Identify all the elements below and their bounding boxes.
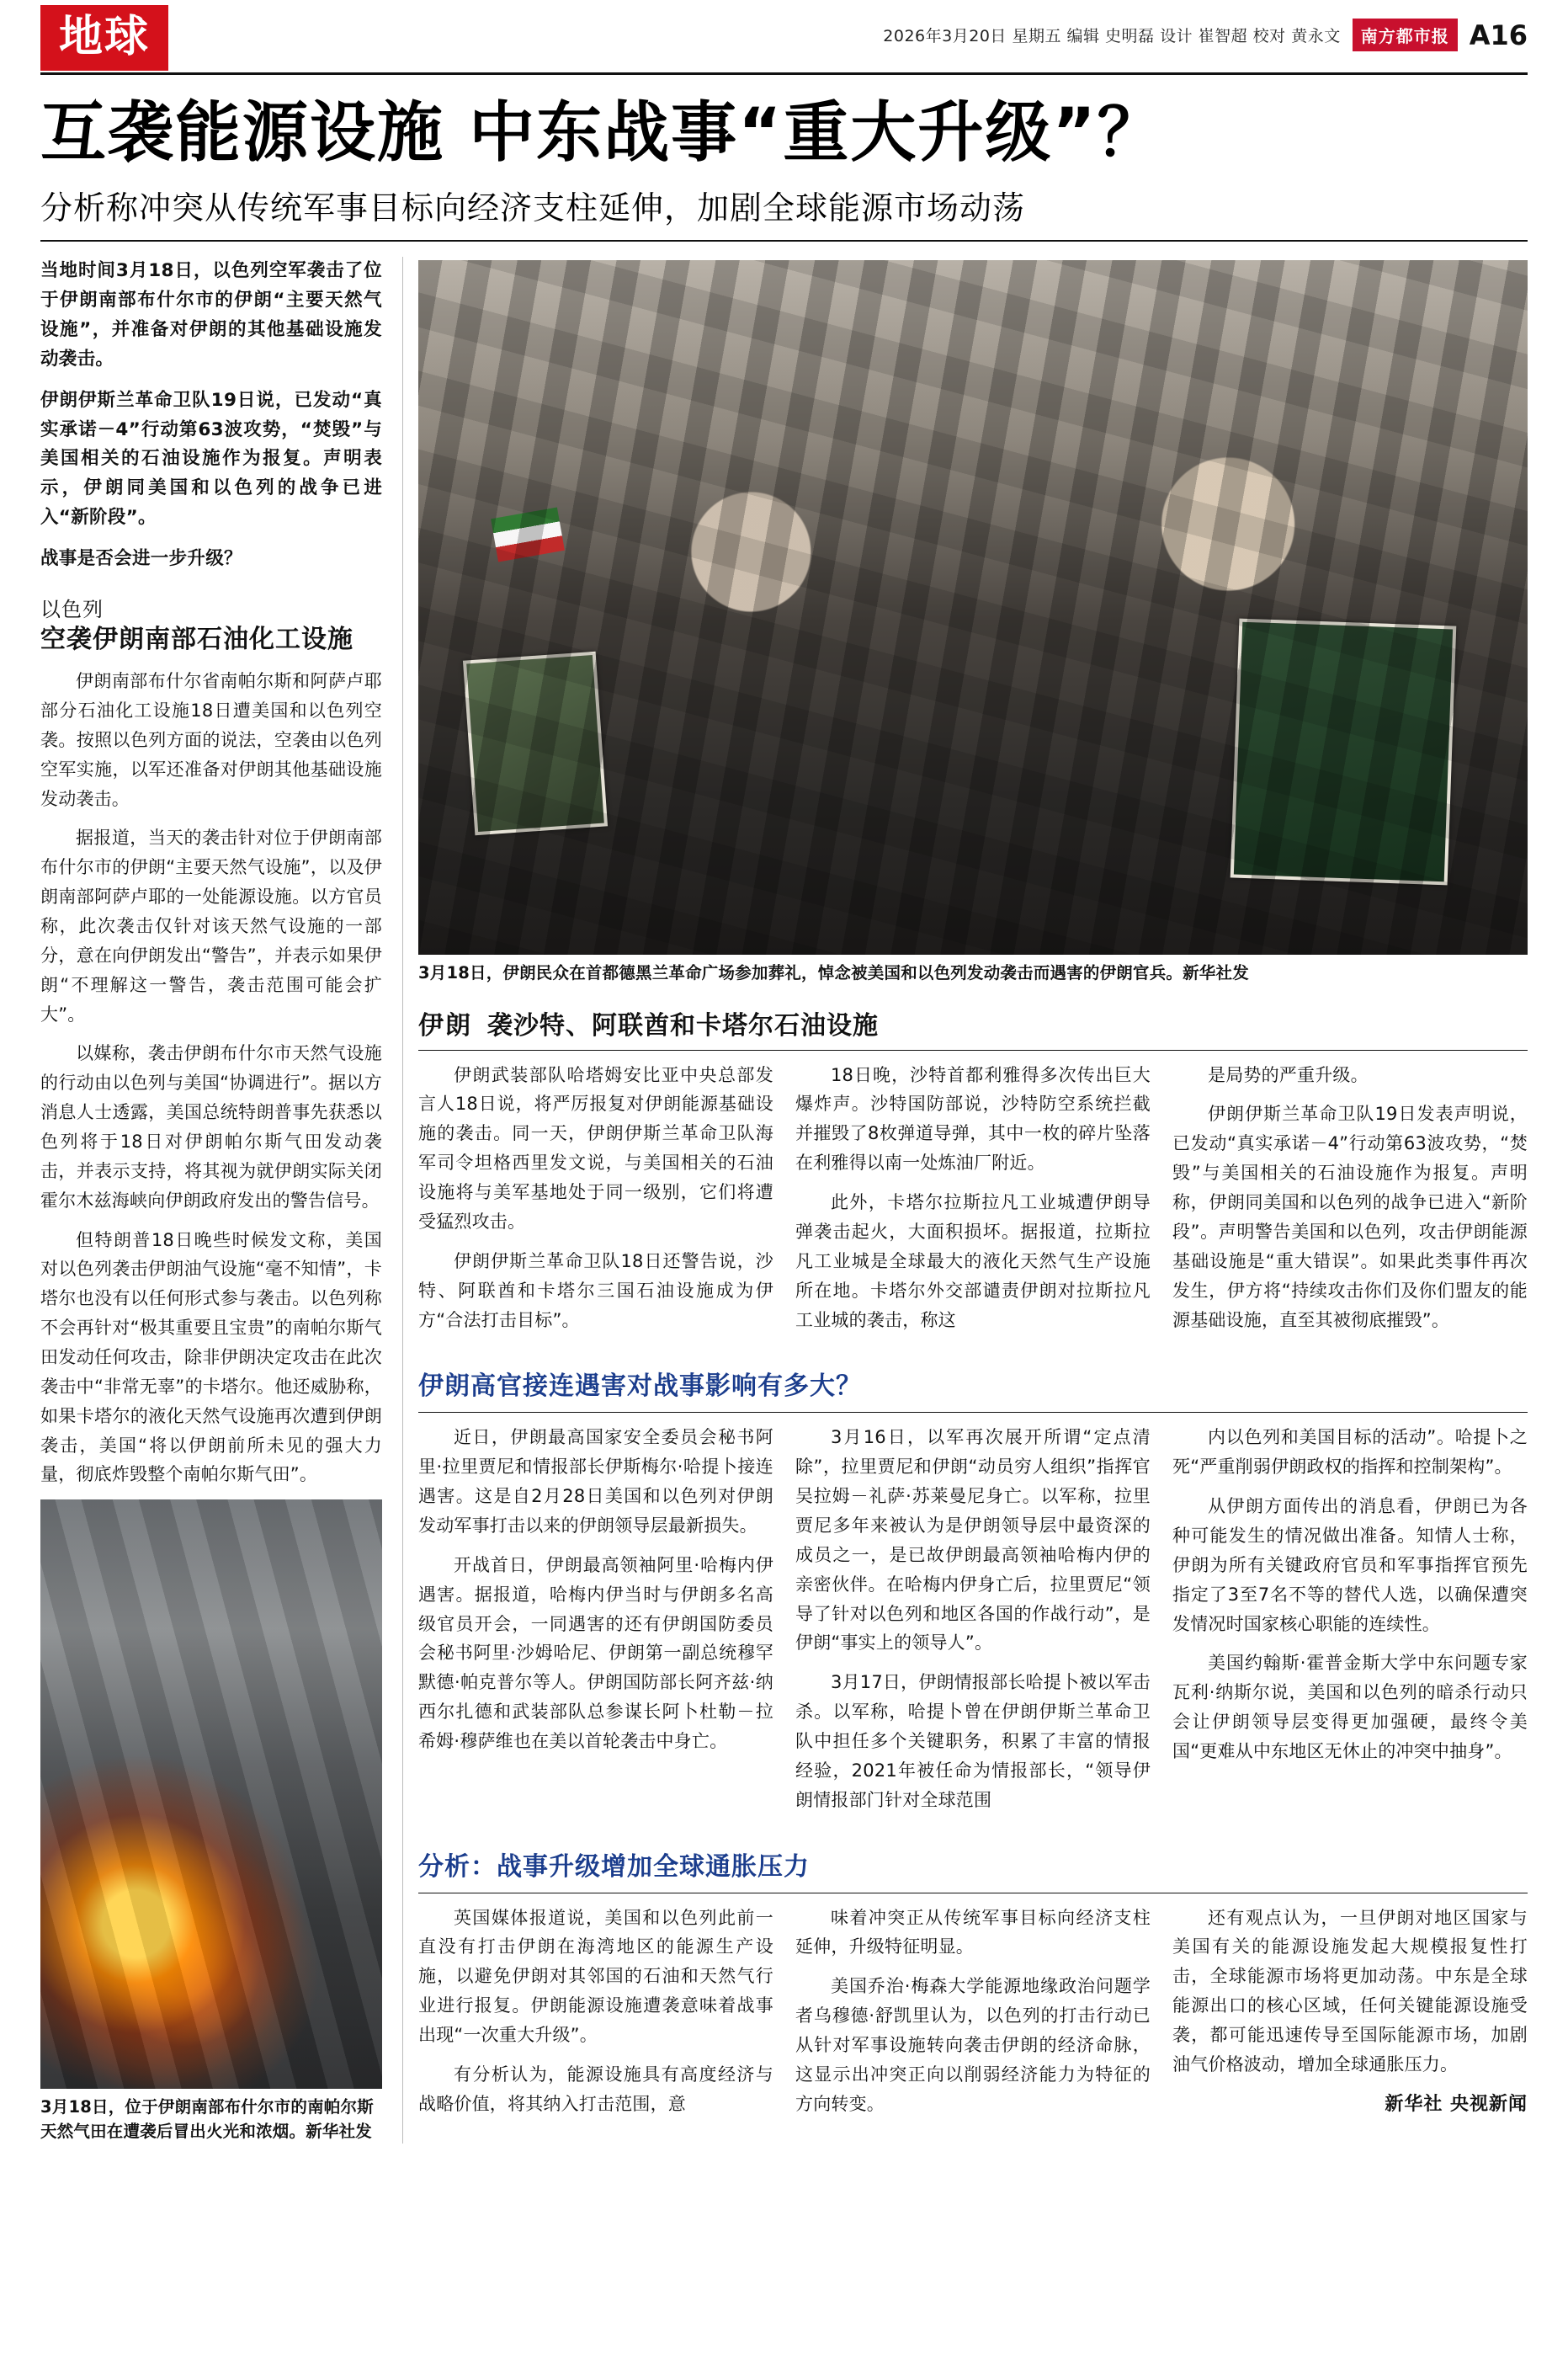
lede-paragraph: 伊朗伊斯兰革命卫队19日说，已发动“真实承诺－4”行动第63波攻势，“焚毁”与美国相关的石油设施作为报复。声明表示，伊朗同美国和以色列的战争已进入“新阶段”。 xyxy=(40,389,382,528)
iran-flag-decor xyxy=(491,508,565,562)
divider xyxy=(418,1412,1528,1413)
paragraph: 内以色列和美国目标的活动”。哈提卜之死“严重削弱伊朗政权的指挥和控制架构”。 xyxy=(1172,1427,1528,1478)
left-column xyxy=(40,257,402,2144)
paragraph: 18日晚，沙特首都利雅得多次传出巨大爆炸声。沙特国防部说，沙特防空系统拦截并摧毁了8枚弹道导弹，其中一枚的碎片坠落在利雅得以南一处炼油厂附近。 xyxy=(795,1064,1151,1174)
section-title: 袭沙特、阿联酋和卡塔尔石油设施 xyxy=(487,1010,879,1041)
left-photo-caption: 3月18日，位于伊朗南部布什尔市的南帕尔斯天然气田在遭袭后冒出火光和浓烟。新华社发 xyxy=(40,2097,374,2141)
page-subtitle: 分析称冲突从传统军事目标向经济支柱延伸，加剧全球能源市场动荡 xyxy=(40,189,1026,227)
left-paragraph: 伊朗南部布什尔省南帕尔斯和阿萨卢耶部分石油化工设施18日遭美国和以色列空袭。按照以色列方面的说法，空袭由以色列空军实施，以军还准备对伊朗其他基础设施发动袭击。 xyxy=(40,671,382,809)
byline-signoff: 新华社 央视新闻 xyxy=(1385,2093,1528,2115)
left-section-title: 空袭伊朗南部石油化工设施 xyxy=(40,624,353,654)
left-paragraph: 据报道，当天的袭击针对位于伊朗南部布什尔市的伊朗“主要天然气设施”，以及伊朗南部阿萨卢耶的一处能源设施。以方官员称，此次袭击仅针对该天然气设施的一部分，意在向伊朗发出“警告”，并表示如果伊朗“不理解这一警告，袭击范围可能会扩大”。 xyxy=(40,828,382,1025)
column xyxy=(1172,1061,1528,1345)
paper-logo: 南方都市报 xyxy=(1353,19,1458,51)
section-heading-iran xyxy=(418,1004,1528,1041)
paragraph: 味着冲突正从传统军事目标向经济支柱延伸，升级特征明显。 xyxy=(795,1907,1151,1957)
left-paragraph: 以媒称，袭击伊朗布什尔市天然气设施的行动由以色列与美国“协调进行”。据以方消息人士透露，美国总统特朗普事先获悉以色列将于18日对伊朗帕尔斯气田发动袭击，并表示支持，将其视为就伊朗实际关闭霍尔木兹海峡向伊朗政府发出的警告信号。 xyxy=(40,1043,382,1211)
masthead xyxy=(40,0,1528,75)
section-analysis-columns xyxy=(418,1904,1528,2129)
paragraph: 从伊朗方面传出的消息看，伊朗已为各种可能发生的情况做出准备。知情人士称，伊朗为所有关键政府官员和军事指挥官预先指定了3至7名不等的替代人选，以确保遭突发情况时国家核心职能的连续性。 xyxy=(1172,1496,1528,1634)
column xyxy=(1172,1904,1528,2129)
paragraph: 此外，卡塔尔拉斯拉凡工业城遭伊朗导弹袭击起火，大面积损坏。据报道，拉斯拉凡工业城是全球最大的液化天然气生产设施所在地。卡塔尔外交部谴责伊朗对拉斯拉凡工业城的袭击，称这 xyxy=(795,1192,1151,1330)
section-iran-columns xyxy=(418,1061,1528,1345)
section-title-analysis: 分析：战事升级增加全球通胀压力 xyxy=(418,1851,810,1882)
lede-paragraph: 战事是否会进一步升级？ xyxy=(40,547,242,569)
page-number: A16 xyxy=(1469,19,1528,51)
paragraph: 伊朗伊斯兰革命卫队18日还警告说，沙特、阿联酋和卡塔尔三国石油设施成为伊方“合法打击目标”。 xyxy=(418,1250,773,1330)
paragraph: 3月16日，以军再次展开所谓“定点清除”，拉里贾尼和伊朗“动员穷人组织”指挥官吴拉姆－礼萨·苏莱曼尼身亡。以军称，拉里贾尼多年来被认为是伊朗领导层中最资深的成员之一，是已故伊朗最高领袖哈梅内伊的亲密伙伴。在哈梅内伊身亡后，拉里贾尼“领导了针对以色列和地区各国的作战行动”，是伊朗“事实上的领导人”。 xyxy=(795,1427,1151,1654)
column xyxy=(795,1904,1151,2129)
section-officials-columns xyxy=(418,1423,1528,1824)
lede-paragraph: 当地时间3月18日，以色列空军袭击了位于伊朗南部布什尔市的伊朗“主要天然气设施”，并准备对伊朗的其他基础设施发动袭击。 xyxy=(40,260,382,370)
page-title: 互袭能源设施 中东战事“重大升级”？ xyxy=(40,95,1165,171)
paragraph: 伊朗伊斯兰革命卫队19日发表声明说，已发动“真实承诺－4”行动第63波攻势，“焚毁”与美国相关的石油设施作为报复。声明称，伊朗同美国和以色列的战争已进入“新阶段”。声明警告美国和以色列，攻击伊朗能源基础设施是“重大错误”。如果此类事件再次发生，伊方将“持续攻击你们及你们盟友的能源基础设施，直至其被彻底摧毁”。 xyxy=(1172,1104,1528,1330)
headline-block xyxy=(40,75,1528,242)
main-photo-caption: 3月18日，伊朗民众在首都德黑兰革命广场参加葬礼，悼念被美国和以色列发动袭击而遇害的伊朗官兵。新华社发 xyxy=(418,963,1249,983)
paragraph: 美国乔治·梅森大学能源地缘政治问题学者乌穆德·舒凯里认为，以色列的打击行动已从针对军事设施转向袭击伊朗的经济命脉，这显示出冲突正向以削弱经济能力为特征的方向转变。 xyxy=(795,1976,1151,2114)
lede xyxy=(40,257,382,573)
portrait-poster-left xyxy=(463,652,608,836)
column xyxy=(795,1061,1151,1345)
paragraph: 美国约翰斯·霍普金斯大学中东问题专家瓦利·纳斯尔说，美国和以色列的暗杀行动只会让伊朗领导层变得更加强硬，最终令美国“更难从中东地区无休止的冲突中抽身”。 xyxy=(1172,1653,1528,1761)
main-photo-figure xyxy=(418,260,1528,985)
column xyxy=(795,1423,1151,1824)
masthead-right xyxy=(883,0,1528,51)
paragraph: 是局势的严重升级。 xyxy=(1208,1064,1369,1085)
portrait-poster-right xyxy=(1230,619,1457,886)
paragraph: 3月17日，伊朗情报部长哈提卜被以军击杀。以军称，哈提卜曾在伊朗伊斯兰革命卫队中担任多个关键职务，积累了丰富的情报经验，2021年被任命为情报部长，“领导伊朗情报部门针对全球范围 xyxy=(795,1672,1151,1810)
gas-field-fire-photo xyxy=(40,1499,382,2089)
column xyxy=(1172,1423,1528,1824)
paragraph: 英国媒体报道说，美国和以色列此前一直没有打击伊朗在海湾地区的能源生产设施，以避免伊朗对其邻国的石油和天然气行业进行报复。伊朗能源设施遭袭意味着战事出现“一次重大升级”。 xyxy=(418,1907,773,2045)
section-flag: 地球 xyxy=(40,5,168,71)
left-paragraph: 但特朗普18日晚些时候发文称，美国对以色列袭击伊朗油气设施“毫不知情”，卡塔尔也没有以任何形式参与袭击。以色列称不会再针对“极其重要且宝贵”的南帕尔斯气田发动任何攻击，除非伊朗决定攻击在此次袭击中“非常无辜”的卡塔尔。他还威胁称，如果卡塔尔的液化天然气设施再次遭到伊朗袭击，美国“将以伊朗前所未见的强大力量，彻底炸毁整个南帕尔斯气田”。 xyxy=(40,1229,382,1485)
right-column xyxy=(402,257,1528,2144)
paragraph: 近日，伊朗最高国家安全委员会秘书阿里·拉里贾尼和情报部长伊斯梅尔·哈提卜接连遇害。这是自2月28日美国和以色列对伊朗发动军事打击以来的伊朗领导层最新损失。 xyxy=(418,1427,773,1536)
section-tag: 伊朗 xyxy=(418,1010,472,1041)
paragraph: 开战首日，伊朗最高领袖阿里·哈梅内伊遇害。据报道，哈梅内伊当时与伊朗多名高级官员开会，一同遇害的还有伊朗国防委员会秘书阿里·沙姆哈尼、伊朗第一副总统穆罕默德·帕克普尔等人。伊朗国防部长阿齐兹·纳西尔扎德和武装部队总参谋长阿卜杜勒－拉希姆·穆萨维也在美以首轮袭击中身亡。 xyxy=(418,1554,773,1751)
divider xyxy=(418,1050,1528,1051)
left-photo-figure xyxy=(40,1499,382,2144)
funeral-crowd-photo xyxy=(418,260,1528,955)
left-section-kicker: 以色列 xyxy=(40,597,104,621)
column xyxy=(418,1904,773,2129)
masthead-meta: 2026年3月20日 星期五 编辑 史明磊 设计 崔智超 校对 黄永文 xyxy=(883,27,1341,45)
section-title-officials: 伊朗高官接连遇害对战事影响有多大？ xyxy=(418,1371,862,1402)
paragraph: 有分析认为，能源设施具有高度经济与战略价值，将其纳入打击范围，意 xyxy=(418,2064,773,2114)
column xyxy=(418,1423,773,1824)
article-body xyxy=(40,257,1528,2144)
column xyxy=(418,1061,773,1345)
paragraph: 还有观点认为，一旦伊朗对地区国家与美国有关的能源设施发起大规模报复性打击，全球能源市场将更加动荡。中东是全球能源出口的核心区域，任何关键能源设施受袭，都可能迅速传导至国际能源市场，加剧油气价格波动，增加全球通胀压力。 xyxy=(1172,1907,1528,2074)
paragraph: 伊朗武装部队哈塔姆安比亚中央总部发言人18日说，将严厉报复对伊朗能源基础设施的袭击。同一天，伊朗伊斯兰革命卫队海军司令坦格西里发文说，与美国相关的石油设施将与美军基地处于同一级别，它们将遭受猛烈攻击。 xyxy=(418,1064,773,1232)
